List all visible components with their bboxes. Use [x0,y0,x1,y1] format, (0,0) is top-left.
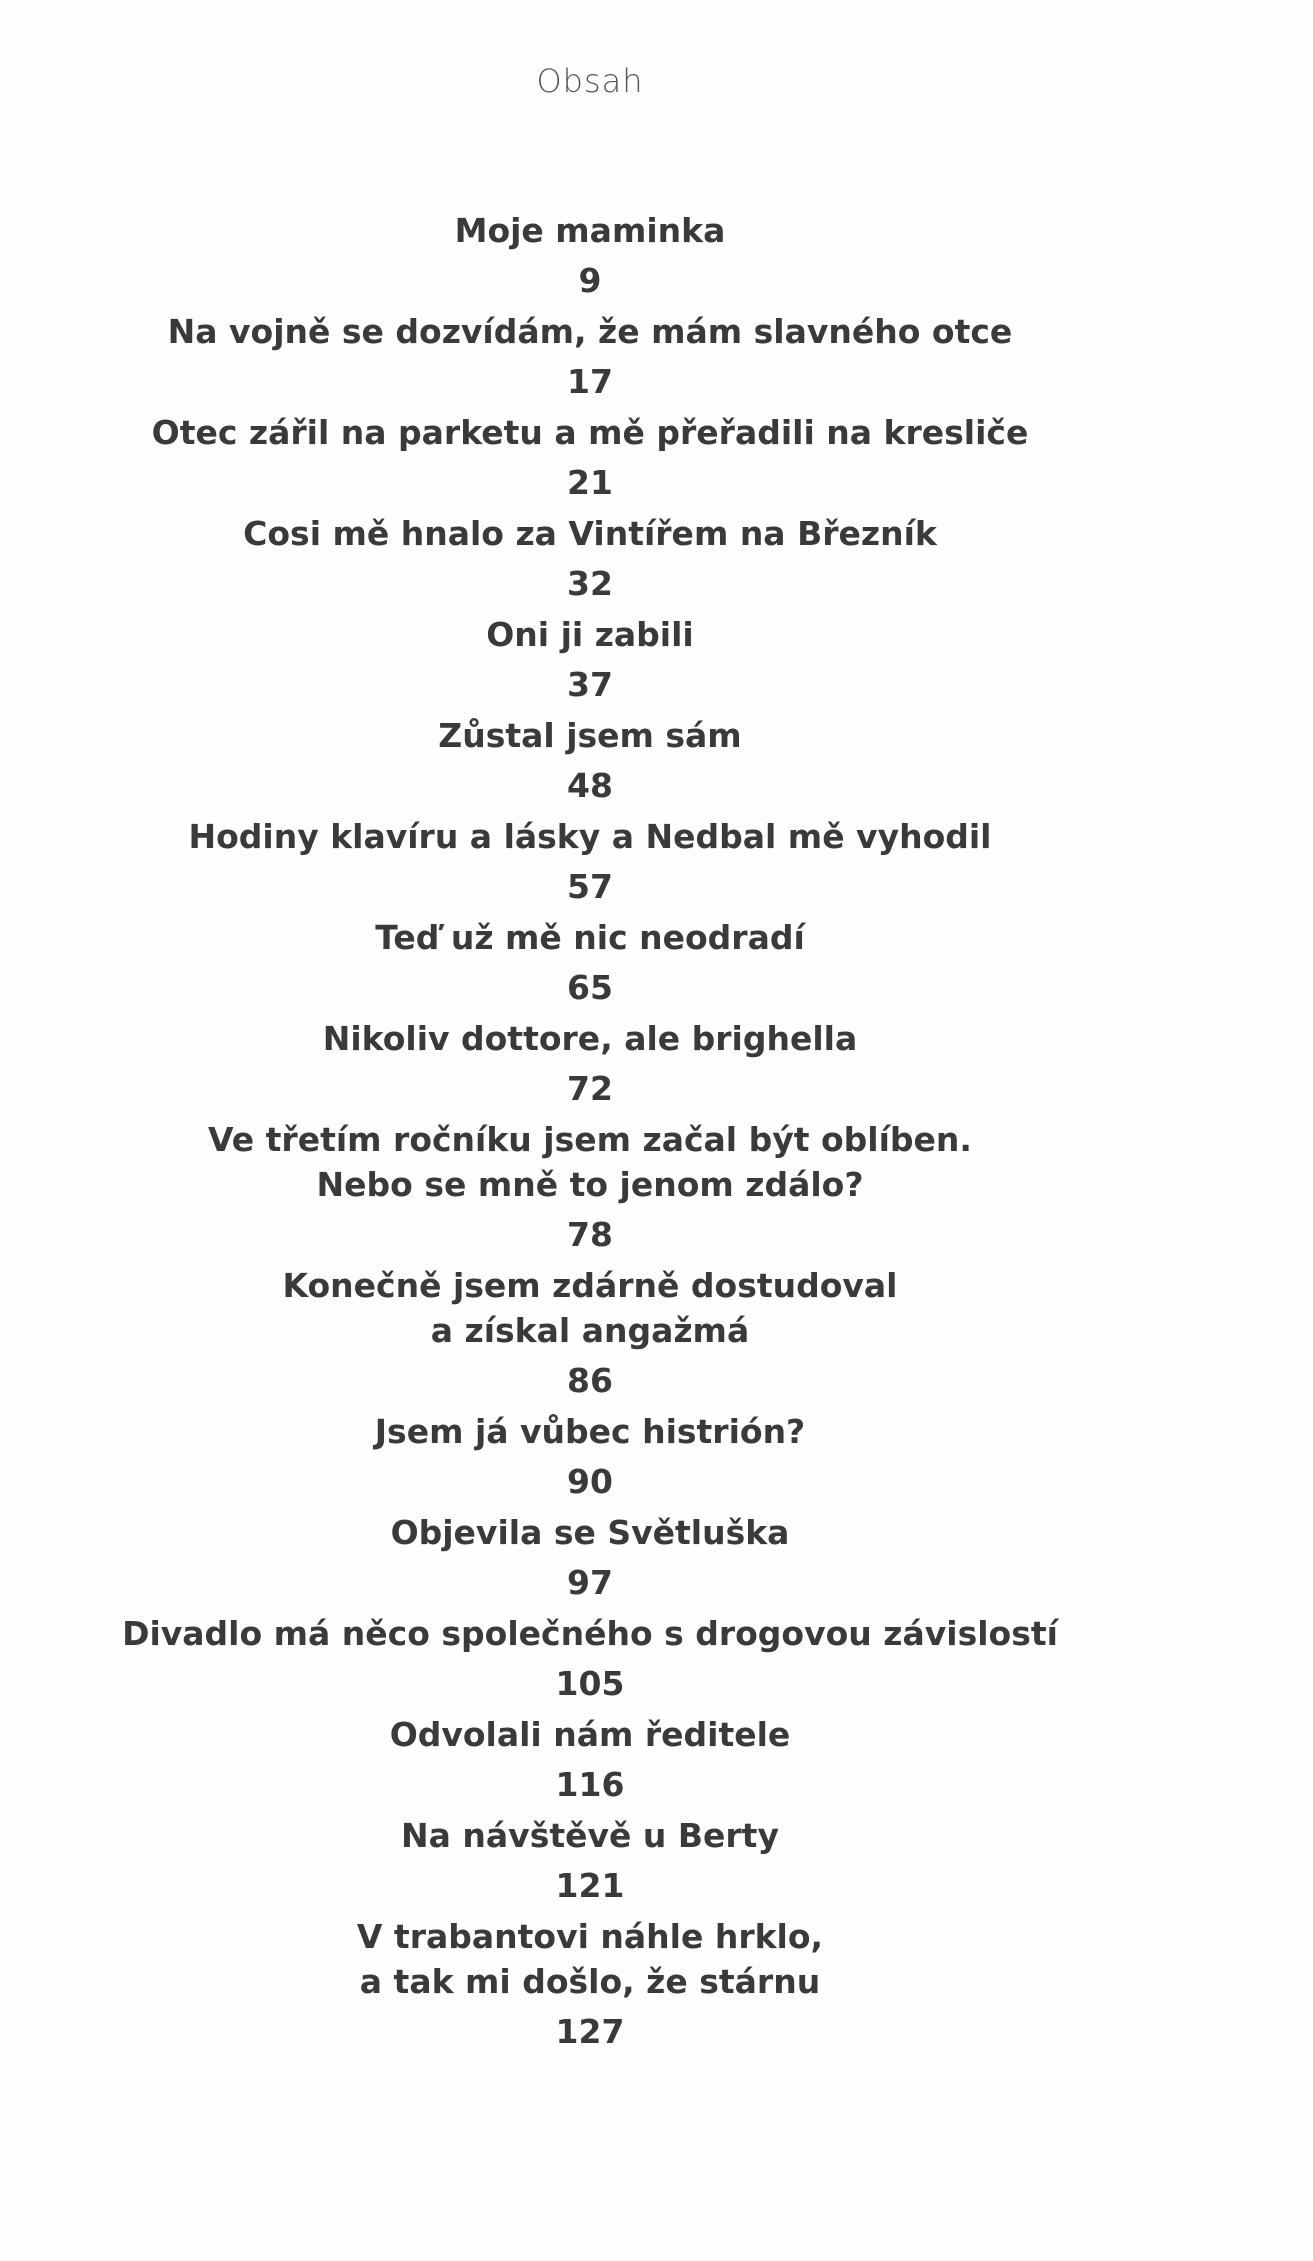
toc-entry [0,814,1180,915]
toc-entry-page: 90 [567,1462,613,1501]
toc-entry-title: V trabantovi náhle hrklo, [356,1917,824,1956]
toc-entry-page: 127 [555,2012,625,2051]
toc-entry [0,1016,1180,1117]
toc-entry [0,915,1180,1016]
toc-entry [0,1914,1180,2060]
toc-entry-page: 105 [555,1664,625,1703]
toc-entry-page: 78 [567,1215,613,1254]
toc-entry-title: a tak mi došlo, že stárnu [359,1962,821,2001]
toc-entry [0,1510,1180,1611]
toc-entry-title: Nikoliv dottore, ale brighella [322,1019,858,1058]
toc-entry-title: Konečně jsem zdárně dostudoval [282,1266,898,1305]
toc-entry-page: 9 [578,261,602,300]
toc-entry-page: 21 [567,463,613,502]
toc-entry [0,1611,1180,1712]
toc-entry-page: 121 [555,1866,625,1905]
toc-entry-page: 116 [555,1765,625,1804]
toc-entry-page: 32 [567,564,613,603]
toc-entry [0,1409,1180,1510]
toc-entry-title: Zůstal jsem sám [438,716,742,755]
toc-entry [0,208,1180,309]
toc-entry-page: 17 [567,362,613,401]
toc-entry-title: Objevila se Světluška [390,1513,790,1552]
toc-entry-page: 97 [567,1563,613,1602]
toc-entry-title: Cosi mě hnalo za Vintířem na Březník [243,514,937,553]
toc-entry [0,713,1180,814]
table-of-contents [0,208,1180,2060]
toc-entry-title: Na návštěvě u Berty [401,1816,779,1855]
toc-entry-title: Teď už mě nic neodradí [375,918,805,957]
toc-entry-title: a získal angažmá [430,1311,750,1350]
toc-entry-page: 48 [567,766,613,805]
toc-entry [0,309,1180,410]
toc-entry-title: Odvolali nám ředitele [389,1715,791,1754]
toc-entry-title: Jsem já vůbec histrión? [374,1412,806,1451]
toc-entry [0,1263,1180,1409]
page-heading: Obsah [536,62,644,100]
toc-entry-page: 65 [567,968,613,1007]
toc-entry-title: Moje maminka [454,211,726,250]
toc-entry-title: Na vojně se dozvídám, že mám slavného otce [167,312,1013,351]
toc-entry-title: Otec zářil na parketu a mě přeřadili na kresliče [151,413,1029,452]
toc-entry [0,511,1180,612]
toc-entry-page: 57 [567,867,613,906]
toc-entry [0,1117,1180,1263]
toc-entry-title: Hodiny klavíru a lásky a Nedbal mě vyhodil [188,817,992,856]
toc-entry-page: 37 [567,665,613,704]
toc-entry-title: Oni ji zabili [486,615,694,654]
toc-entry [0,1712,1180,1813]
toc-entry [0,410,1180,511]
toc-entry [0,612,1180,713]
toc-entry-title: Divadlo má něco společného s drogovou závislostí [122,1614,1058,1653]
toc-entry-title: Nebo se mně to jenom zdálo? [316,1165,864,1204]
toc-entry [0,1813,1180,1914]
toc-entry-page: 86 [567,1361,613,1400]
toc-entry-title: Ve třetím ročníku jsem začal být oblíben. [208,1120,972,1159]
toc-entry-page: 72 [567,1069,613,1108]
